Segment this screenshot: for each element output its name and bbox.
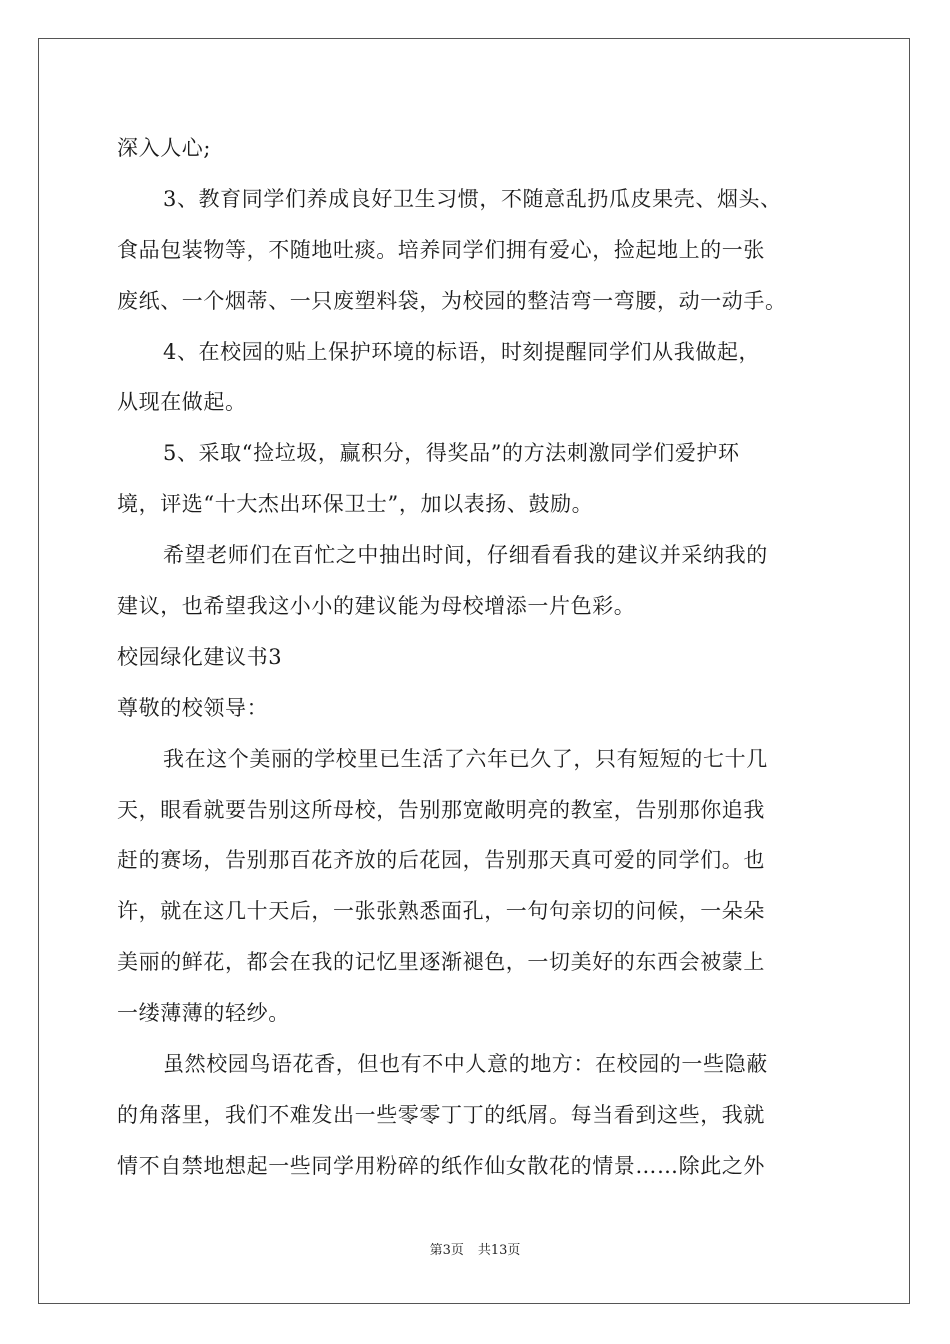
text-line: 尊敬的校领导： <box>117 695 269 720</box>
text-line: 美丽的鲜花，都会在我的记忆里逐渐褪色，一切美好的东西会被蒙上 <box>117 950 765 975</box>
text-line: 3、教育同学们养成良好卫生习惯，不随意乱扔瓜皮果壳、烟头、 <box>163 186 782 211</box>
text-line: 赶的赛场，告别那百花齐放的后花园，告别那天真可爱的同学们。也 <box>117 848 765 873</box>
text-line: 食品包装物等，不随地吐痰。培养同学们拥有爱心，捡起地上的一张 <box>117 237 765 262</box>
page-total: 共13页 <box>477 1243 521 1258</box>
text-line: 一缕薄薄的轻纱。 <box>117 1001 290 1026</box>
text-line: 校园绿化建议书3 <box>117 644 283 669</box>
text-line: 5、采取“捡垃圾，赢积分，得奖品”的方法刺激同学们爱护环 <box>163 441 740 466</box>
text-line: 从现在做起。 <box>117 390 247 415</box>
page-number: 第3页 <box>429 1243 464 1258</box>
text-line: 我在这个美丽的学校里已生活了六年已久了，只有短短的七十几 <box>163 746 768 771</box>
text-line: 情不自禁地想起一些同学用粉碎的纸作仙女散花的情景……除此之外 <box>117 1153 765 1178</box>
text-line: 4、在校园的贴上保护环境的标语，时刻提醒同学们从我做起， <box>163 339 761 364</box>
page-footer <box>0 1242 950 1260</box>
text-line: 许，就在这几十天后，一张张熟悉面孔，一句句亲切的问候，一朵朵 <box>117 899 765 924</box>
text-line: 建议，也希望我这小小的建议能为母校增添一片色彩。 <box>117 594 636 619</box>
document-body <box>117 128 837 1197</box>
text-line: 天，眼看就要告别这所母校，告别那宽敞明亮的教室，告别那你追我 <box>117 797 765 822</box>
text-line: 希望老师们在百忙之中抽出时间，仔细看看我的建议并采纳我的 <box>163 543 768 568</box>
text-line: 废纸、一个烟蒂、一只废塑料袋，为校园的整洁弯一弯腰，动一动手。 <box>117 288 787 313</box>
text-line: 深入人心; <box>117 136 212 160</box>
text-line: 境，评选“十大杰出环保卫士”，加以表扬、鼓励。 <box>117 492 594 517</box>
text-line: 的角落里，我们不难发出一些零零丁丁的纸屑。每当看到这些，我就 <box>117 1102 765 1127</box>
text-line: 虽然校园鸟语花香，但也有不中人意的地方：在校园的一些隐蔽 <box>163 1052 768 1077</box>
